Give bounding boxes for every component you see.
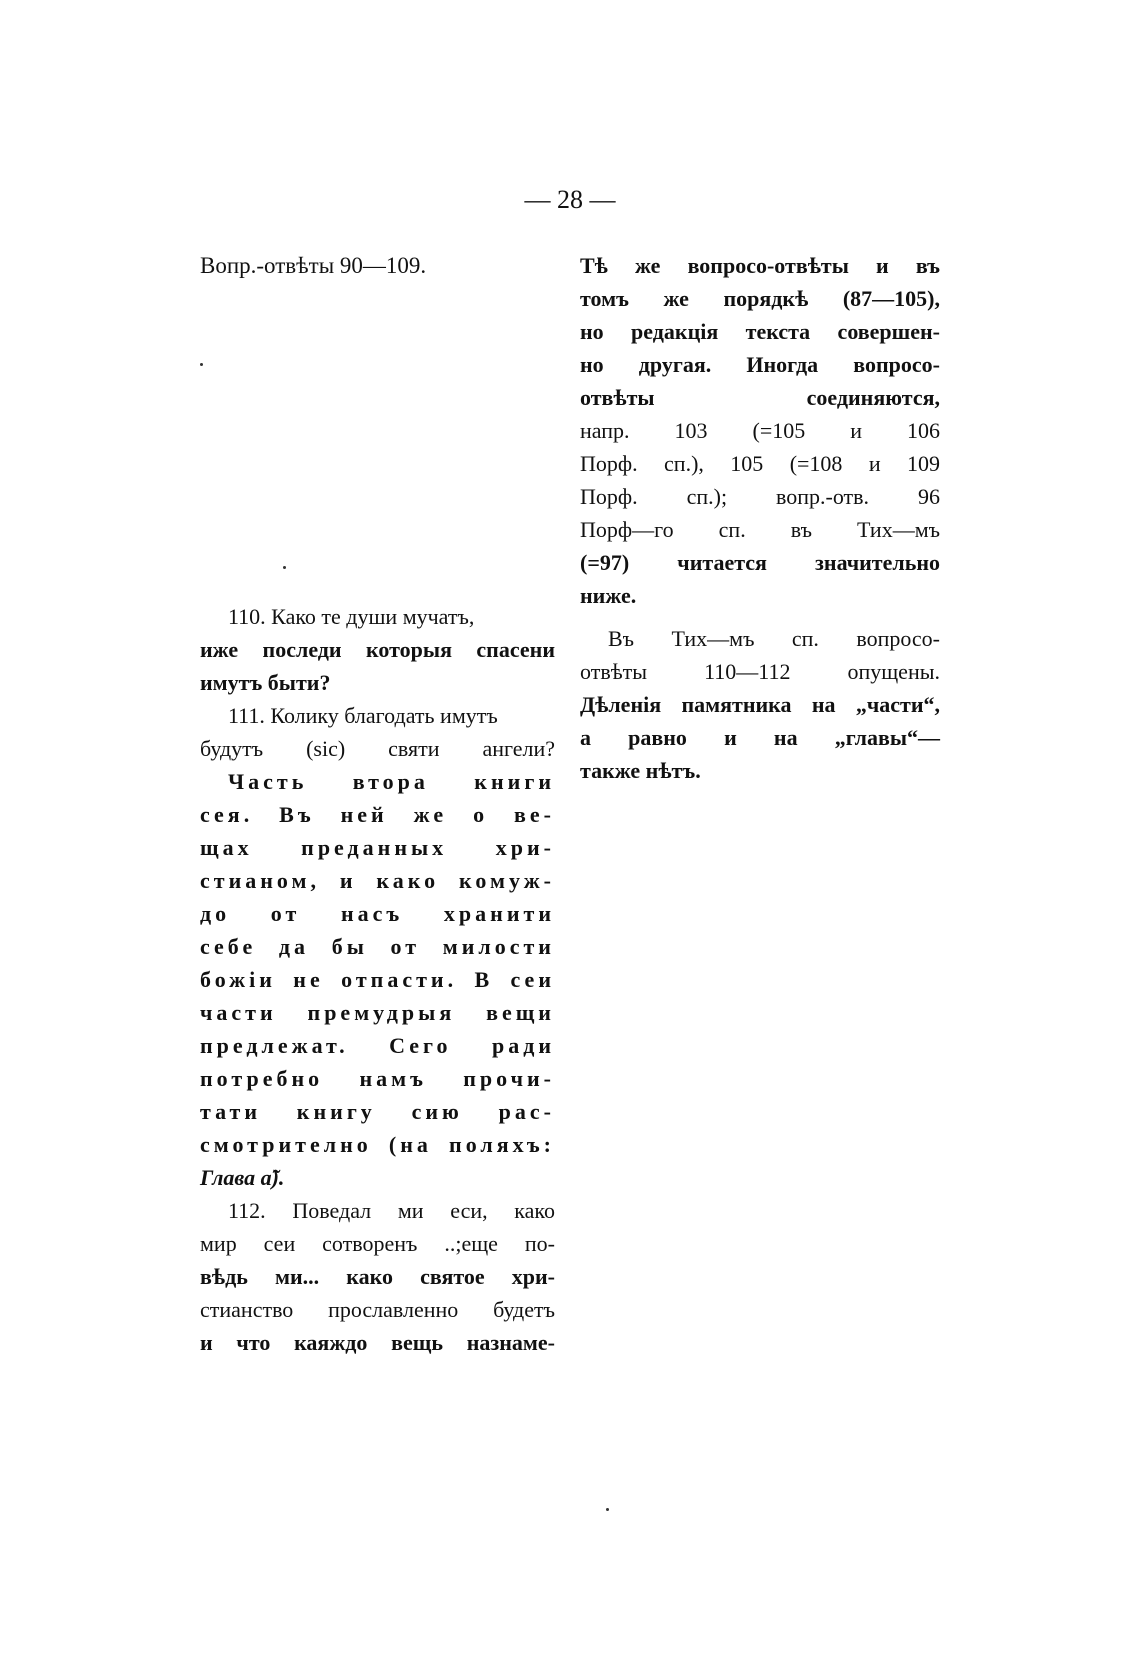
speck-2: [283, 566, 286, 569]
question-112-line-3: вѣдь ми... како святое хри-: [200, 1264, 555, 1289]
question-111-line-1: 111. Колику благодать имутъ: [228, 703, 498, 728]
part-two-line-13: Глава а̃).: [200, 1165, 285, 1190]
right-para-1-line-10: (=97) читается значительно: [580, 550, 940, 575]
part-two-line-5: до от насъ хранити: [200, 901, 555, 926]
part-two-line-3: щах преданных хри-: [200, 835, 555, 860]
right-para-1-line-8: Порф. сп.); вопр.-отв. 96: [580, 484, 940, 509]
question-112-line-1: 112. Поведал ми еси, како: [228, 1198, 555, 1223]
right-para-2-line-4: а равно и на „главы“—: [580, 725, 940, 750]
right-para-1-line-4: но другая. Иногда вопросо-: [580, 352, 940, 377]
question-110-line-1: 110. Како те души мучатъ,: [228, 604, 475, 629]
part-two-line-10: потребно намъ прочи-: [200, 1066, 555, 1091]
left-gap: [200, 282, 555, 600]
right-para-2-line-2: отвѣты 110—112 опущены.: [580, 659, 940, 684]
left-column: [200, 249, 555, 1359]
part-two-line-2: сея. Въ ней же о ве-: [200, 802, 555, 827]
question-111-line-2: будутъ (sic) святи ангели?: [200, 736, 555, 761]
right-para-1-line-9: Порф—го сп. въ Тих—мъ: [580, 517, 940, 542]
question-112-line-5: и что каяждо вещь назнаме-: [200, 1330, 555, 1355]
right-gap: [580, 612, 940, 622]
part-two-line-7: божiи не отпасти. В сеи: [200, 967, 555, 992]
question-110-line-3: имутъ быти?: [200, 670, 331, 695]
question-110-line-2: иже последи которыя спасени: [200, 637, 555, 662]
right-column: [580, 249, 940, 787]
speck-3: [606, 1508, 609, 1511]
right-para-1-line-5: отвѣты соединяются,: [580, 385, 940, 410]
right-para-2-line-5: также нѣтъ.: [580, 758, 701, 783]
speck-1: [200, 363, 203, 366]
right-para-1-line-2: томъ же порядкѣ (87—105),: [580, 286, 940, 311]
right-para-1-line-1: Тѣ же вопросо-отвѣты и въ: [580, 253, 940, 278]
part-two-line-12: смотрително (на поляхъ:: [200, 1132, 555, 1157]
part-two-line-1: Часть втора книги: [228, 769, 555, 794]
part-two-line-8: части премудрыя вещи: [200, 1000, 555, 1025]
right-para-1-line-11: ниже.: [580, 583, 637, 608]
part-two-line-9: предлежат. Сего ради: [200, 1033, 555, 1058]
part-two-line-6: себе да бы от милости: [200, 934, 555, 959]
right-para-1-line-6: напр. 103 (=105 и 106: [580, 418, 940, 443]
part-two-line-11: тати книгу сию рас-: [200, 1099, 555, 1124]
right-para-1-line-3: но редакція текста совершен-: [580, 319, 940, 344]
right-para-1-line-7: Порф. сп.), 105 (=108 и 109: [580, 451, 940, 476]
page-number: — 28 —: [524, 185, 616, 214]
right-para-2-line-1: Въ Тих—мъ сп. вопросо-: [608, 626, 940, 651]
right-para-2-line-3: Дѣленія памятника на „части“,: [580, 692, 940, 717]
question-112-line-2: мир сеи сотворенъ ..;еще по-: [200, 1231, 555, 1256]
left-heading: Вопр.-отвѣты 90—109.: [200, 253, 427, 278]
question-112-line-4: стианство прославленно будетъ: [200, 1297, 555, 1322]
part-two-line-4: стианом, и како комуж-: [200, 868, 555, 893]
